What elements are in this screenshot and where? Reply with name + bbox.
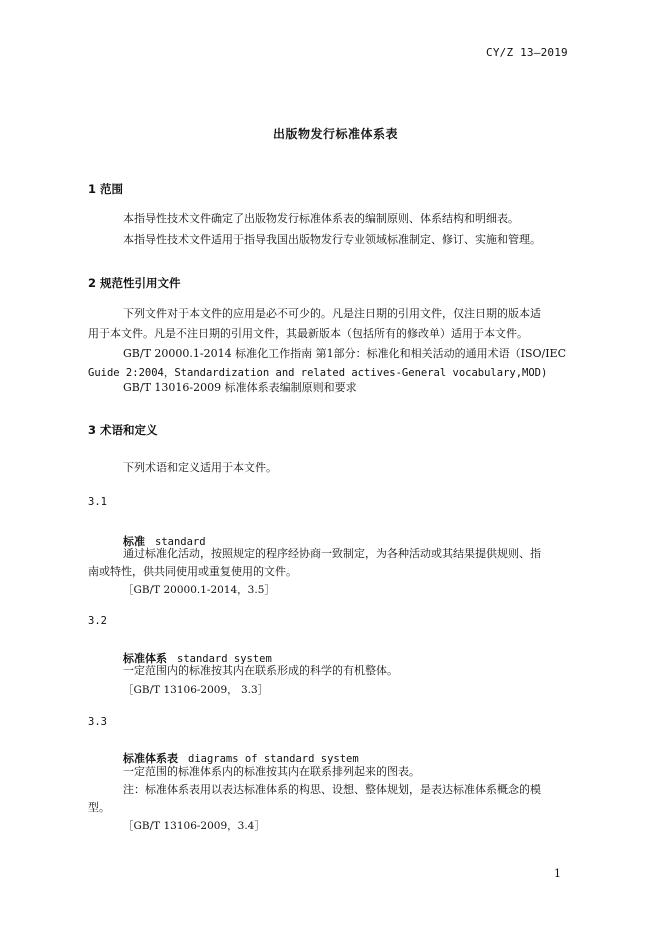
reference-1-line-2: Guide 2:2004，Standardization and related actives-General vocabulary,MOD) [88, 367, 548, 379]
section-heading-normative-references: 2 规范性引用文件 [88, 276, 181, 290]
term-number-3-1: 3.1 [88, 496, 107, 508]
term-3-1-english: standard [155, 536, 206, 548]
term-3-3-chinese: 标准体系表 [123, 752, 178, 765]
term-number-3-2: 3.2 [88, 615, 107, 627]
reference-2: GB/T 13016-2009 标准体系表编制原则和要求 [123, 381, 357, 394]
term-3-2-source: ［GB/T 13106-2009， 3.3］ [123, 684, 269, 696]
references-intro-line-2: 用于本文件。凡是不注日期的引用文件，其最新版本（包括所有的修改单）适用于本文件。 [88, 327, 528, 340]
section-heading-terms-definitions: 3 术语和定义 [88, 423, 158, 437]
section-heading-scope: 1 范围 [88, 182, 124, 196]
term-3-3-source: ［GB/T 13106-2009，3.4］ [123, 820, 265, 832]
references-intro-line-1: 下列文件对于本文件的应用是必不可少的。凡是注日期的引用文件，仅注日期的版本适 [123, 307, 541, 320]
term-3-2-definition: 一定范围内的标准按其内在联系形成的科学的有机整体。 [123, 664, 398, 677]
term-3-1-definition-line-1: 通过标准化活动，按照规定的程序经协商一致制定，为各种活动或其结果提供规则、指 [123, 547, 541, 560]
scope-paragraph-2: 本指导性技术文件适用于指导我国出版物发行专业领域标准制定、修订、实施和管理。 [123, 233, 541, 246]
term-3-1-source: ［GB/T 20000.1-2014，3.5］ [123, 584, 275, 596]
page-number: 1 [554, 867, 561, 880]
term-3-1-definition-line-2: 南或特性，供共同使用或重复使用的文件。 [88, 565, 297, 578]
page-title: 出版物发行标准体系表 [273, 127, 399, 141]
term-3-2-english: standard system [177, 653, 272, 665]
term-number-3-3: 3.3 [88, 716, 107, 728]
term-3-1-chinese: 标准 [123, 535, 145, 548]
reference-1-line-1: GB/T 20000.1-2014 标准化工作指南 第1部分：标准化和相关活动的通用术语（ISO/IEC [123, 347, 566, 360]
document-number: CY/Z 13—2019 [486, 46, 568, 59]
terms-intro: 下列术语和定义适用于本文件。 [123, 461, 277, 474]
term-3-3-note-line-2: 型。 [88, 801, 110, 814]
term-3-3-definition: 一定范围的标准体系内的标准按其内在联系排列起来的图表。 [123, 765, 420, 778]
term-3-2-chinese: 标准体系 [123, 652, 167, 665]
term-3-3-note-line-1: 注：标准体系表用以表达标准体系的构思、设想、整体规划，是表达标准体系概念的模 [123, 783, 541, 796]
scope-paragraph-1: 本指导性技术文件确定了出版物发行标准体系表的编制原则、体系结构和明细表。 [123, 212, 519, 225]
term-3-3-english: diagrams of standard system [188, 753, 359, 765]
